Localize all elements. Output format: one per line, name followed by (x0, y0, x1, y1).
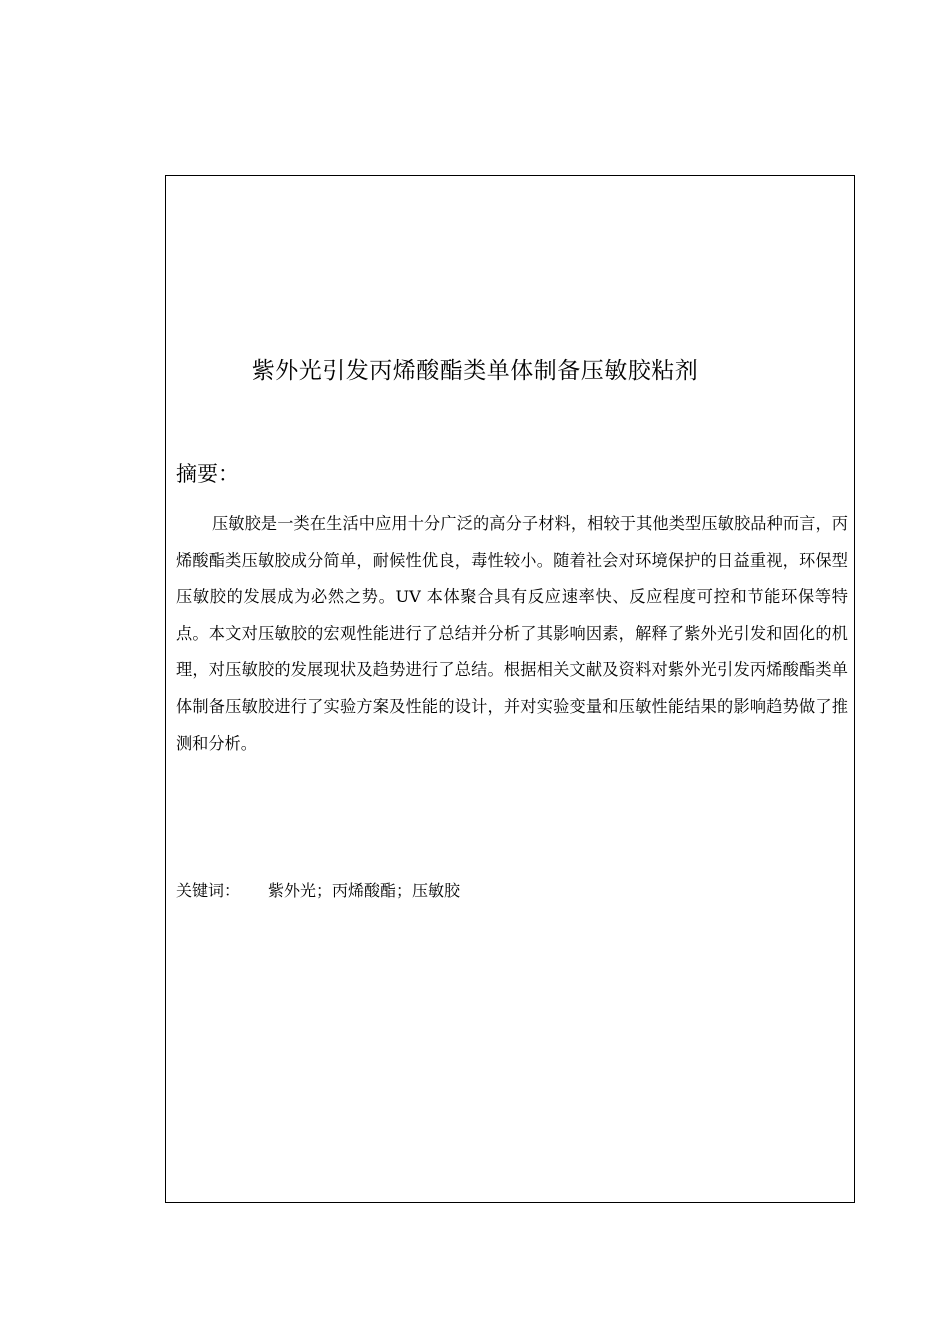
keywords-values: 紫外光；丙烯酸酯；压敏胶 (268, 881, 461, 900)
keywords-line (176, 878, 460, 901)
abstract-heading: 摘要： (176, 462, 239, 486)
abstract-paragraph: 压敏胶是一类在生活中应用十分广泛的高分子材料，相较于其他类型压敏胶品种而言，丙烯酸酯类压敏胶成分简单，耐候性优良，毒性较小。随着社会对环境保护的日益重视，环保型压敏胶的发展成为必然之势。UV 本体聚合具有反应速率快、反应程度可控和节能环保等特点。本文对压敏胶的宏观性能进行了总结并分析了其影响因素，解释了紫外光引发和固化的机理，对压敏胶的发展现状及趋势进行了总结。根据相关文献及资料对紫外光引发丙烯酸酯类单体制备压敏胶进行了实验方案及性能的设计，并对实验变量和压敏性能结果的影响趋势做了推测和分析。 (176, 514, 848, 753)
keywords-label: 关键词： (176, 881, 241, 900)
document-title: 紫外光引发丙烯酸酯类单体制备压敏胶粘剂 (251, 358, 699, 384)
